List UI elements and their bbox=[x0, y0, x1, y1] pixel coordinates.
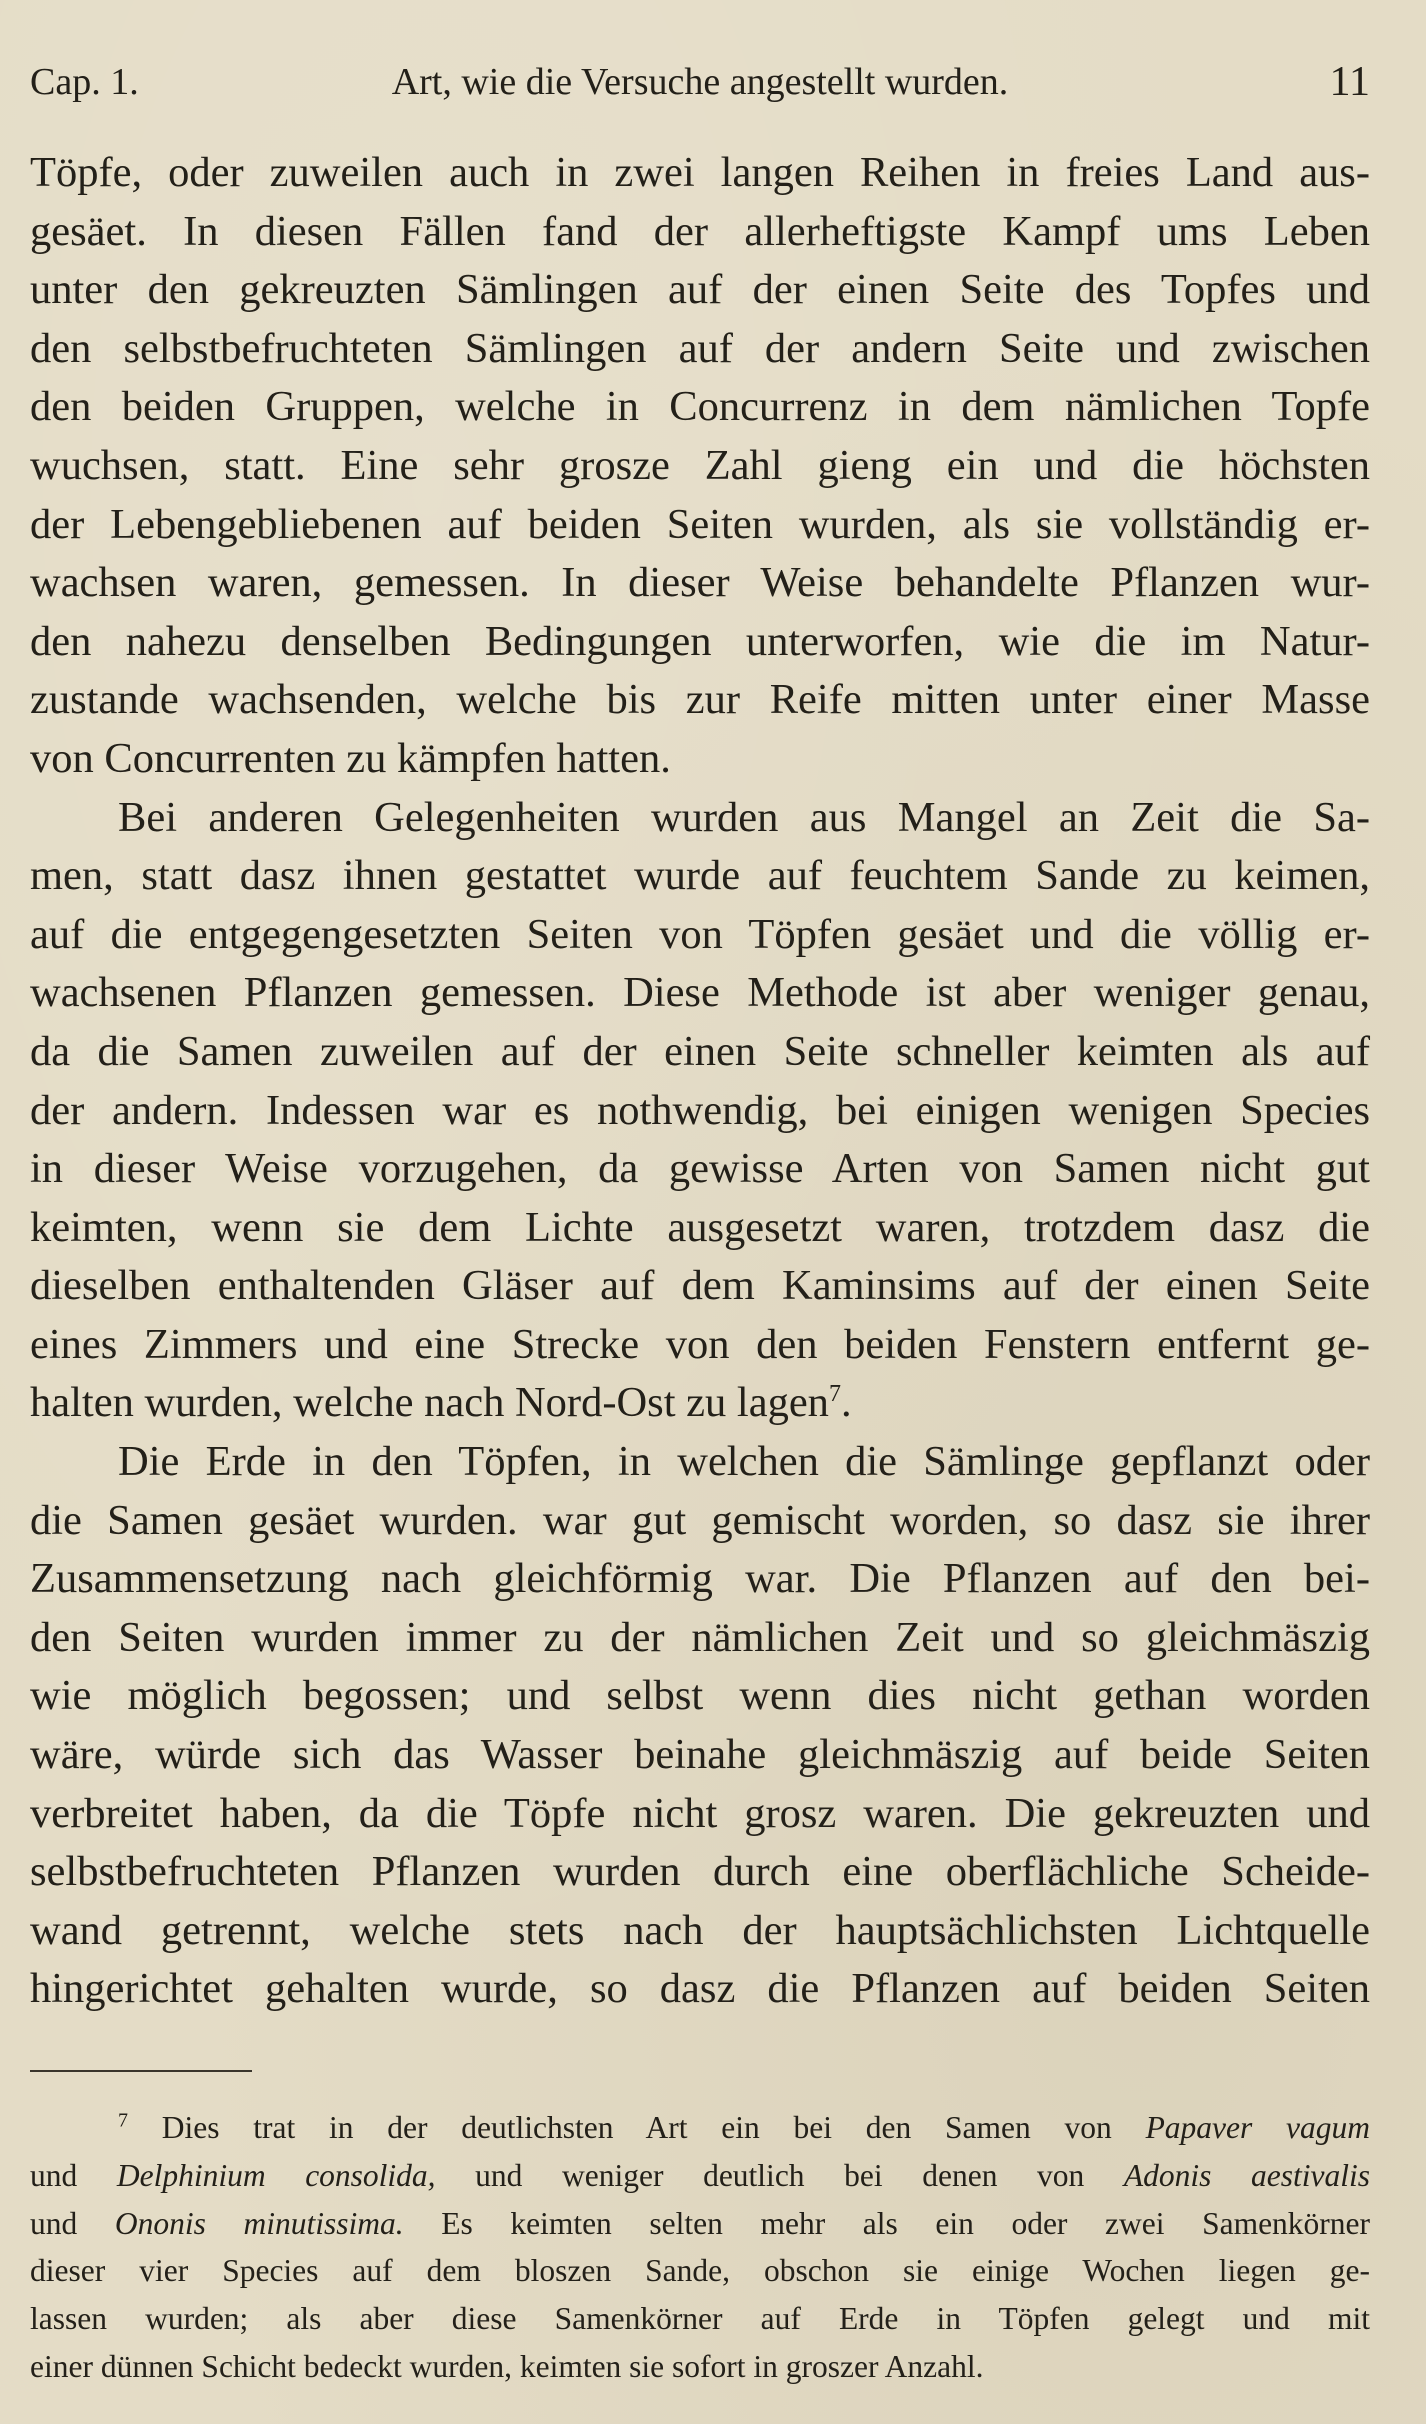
footnote-text: und bbox=[30, 2157, 78, 2193]
text-line-content: halten wurden, welche nach Nord-Ost zu lagen bbox=[30, 1379, 829, 1427]
text-line: den nahezu denselben Bedingungen unterworfen, wie die im Natur- bbox=[30, 617, 1370, 665]
text-line: unter den gekreuzten Sämlingen auf der einen Seite des Topfes und bbox=[30, 266, 1370, 314]
text-line: selbstbefruchteten Pflanzen wurden durch eine oberflächliche Scheide- bbox=[30, 1848, 1370, 1896]
text-line: wuchsen, statt. Eine sehr grosze Zahl gieng ein und die höchsten bbox=[30, 441, 1370, 489]
text-line: auf die entgegengesetzten Seiten von Töpfen gesäet und die völlig er- bbox=[30, 910, 1370, 958]
page-number: 11 bbox=[1329, 59, 1370, 105]
footnote-text: Dies trat in der deutlichsten Art ein bei den Samen von bbox=[161, 2110, 1112, 2145]
footnote-text: und bbox=[30, 2205, 78, 2241]
footnote-line bbox=[30, 2104, 1370, 2152]
footnote-species-name: Papaver vagum bbox=[1145, 2110, 1371, 2145]
running-title: Art, wie die Versuche angestellt wurden. bbox=[391, 61, 1009, 103]
chapter-label: Cap. 1. bbox=[30, 61, 139, 103]
text-line: keimten, wenn sie dem Lichte ausgesetzt waren, trotzdem dasz die bbox=[30, 1203, 1370, 1251]
text-line: verbreitet haben, da die Töpfe nicht grosz waren. Die gekreuzten und bbox=[30, 1789, 1370, 1837]
footnote-marker: 7 bbox=[118, 2109, 128, 2132]
footnote-reference[interactable]: 7 bbox=[828, 1381, 841, 1408]
footnote bbox=[30, 2104, 1370, 2391]
footnote-line bbox=[30, 2152, 1370, 2200]
text-line: Töpfe, oder zuweilen auch in zwei langen Reihen in freies Land aus- bbox=[30, 149, 1370, 196]
text-line: Die Erde in den Töpfen, in welchen die Sämlinge gepflanzt oder bbox=[118, 1438, 1370, 1486]
text-line: wachsen waren, gemessen. In dieser Weise behandelte Pflanzen wur- bbox=[30, 559, 1370, 607]
text-line: in dieser Weise vorzugehen, da gewisse Arten von Samen nicht gut bbox=[30, 1145, 1370, 1193]
text-line: die Samen gesäet wurden. war gut gemischt worden, so dasz sie ihrer bbox=[30, 1496, 1370, 1544]
text-line: wand getrennt, welche stets nach der hauptsächlichsten Lichtquelle bbox=[30, 1906, 1370, 1954]
text-line: den Seiten wurden immer zu der nämlichen Zeit und so gleichmäszig bbox=[30, 1613, 1370, 1661]
footnote-line: lassen wurden; als aber diese Samenkörner auf Erde in Töpfen gelegt und mit bbox=[30, 2301, 1370, 2337]
text-line: den beiden Gruppen, welche in Concurrenz in dem nämlichen Topfe bbox=[30, 383, 1370, 431]
page-header bbox=[30, 52, 1370, 112]
text-line: da die Samen zuweilen auf der einen Seite schneller keimten als auf bbox=[30, 1027, 1370, 1075]
body-text bbox=[30, 144, 1370, 2019]
text-line: Bei anderen Gelegenheiten wurden aus Mangel an Zeit die Sa- bbox=[118, 793, 1370, 841]
text-line: von Concurrenten zu kämpfen hatten. bbox=[30, 734, 671, 782]
text-line: hingerichtet gehalten wurde, so dasz die Pflanzen auf beiden Seiten bbox=[30, 1965, 1370, 2013]
text-line: wie möglich begossen; und selbst wenn dies nicht gethan worden bbox=[30, 1672, 1370, 1720]
footnote-line: einer dünnen Schicht bedeckt wurden, keimten sie sofort in groszer Anzahl. bbox=[30, 2348, 984, 2384]
text-line: gesäet. In diesen Fällen fand der allerheftigste Kampf ums Leben bbox=[30, 207, 1370, 255]
text-line bbox=[30, 1374, 1370, 1433]
text-line: der andern. Indessen war es nothwendig, bei einigen wenigen Species bbox=[30, 1086, 1370, 1134]
text-line: wäre, würde sich das Wasser beinahe gleichmäszig auf beide Seiten bbox=[30, 1731, 1370, 1779]
footnote-text: Es keimten selten mehr als ein oder zwei Samenkörner bbox=[441, 2205, 1371, 2241]
footnote-line: dieser vier Species auf dem bloszen Sande, obschon sie einige Wochen liegen ge- bbox=[30, 2253, 1370, 2289]
text-line: eines Zimmers und eine Strecke von den beiden Fenstern entfernt ge- bbox=[30, 1320, 1370, 1368]
line-end-punctuation: . bbox=[840, 1379, 852, 1427]
footnote-line bbox=[30, 2200, 1370, 2248]
text-line: Zusammensetzung nach gleichförmig war. Die Pflanzen auf den bei- bbox=[30, 1555, 1370, 1603]
text-line: wachsenen Pflanzen gemessen. Diese Methode ist aber weniger genau, bbox=[30, 969, 1370, 1017]
text-line: den selbstbefruchteten Sämlingen auf der andern Seite und zwischen bbox=[30, 324, 1370, 372]
footnote-divider bbox=[30, 2070, 252, 2072]
text-line: men, statt dasz ihnen gestattet wurde auf feuchtem Sande zu keimen, bbox=[30, 852, 1370, 900]
footnote-species-name: Adonis aestivalis bbox=[1123, 2157, 1370, 2193]
text-line: der Lebengebliebenen auf beiden Seiten wurden, als sie vollständig er- bbox=[30, 500, 1370, 548]
footnote-species-name: Ononis minutissima. bbox=[114, 2205, 404, 2241]
footnote-species-name: Delphinium consolida, bbox=[116, 2157, 436, 2193]
text-line: zustande wachsenden, welche bis zur Reife mitten unter einer Masse bbox=[30, 676, 1370, 724]
text-line: dieselben enthaltenden Gläser auf dem Kaminsims auf der einen Seite bbox=[30, 1262, 1370, 1310]
footnote-text: und weniger deutlich bei denen von bbox=[475, 2157, 1085, 2193]
